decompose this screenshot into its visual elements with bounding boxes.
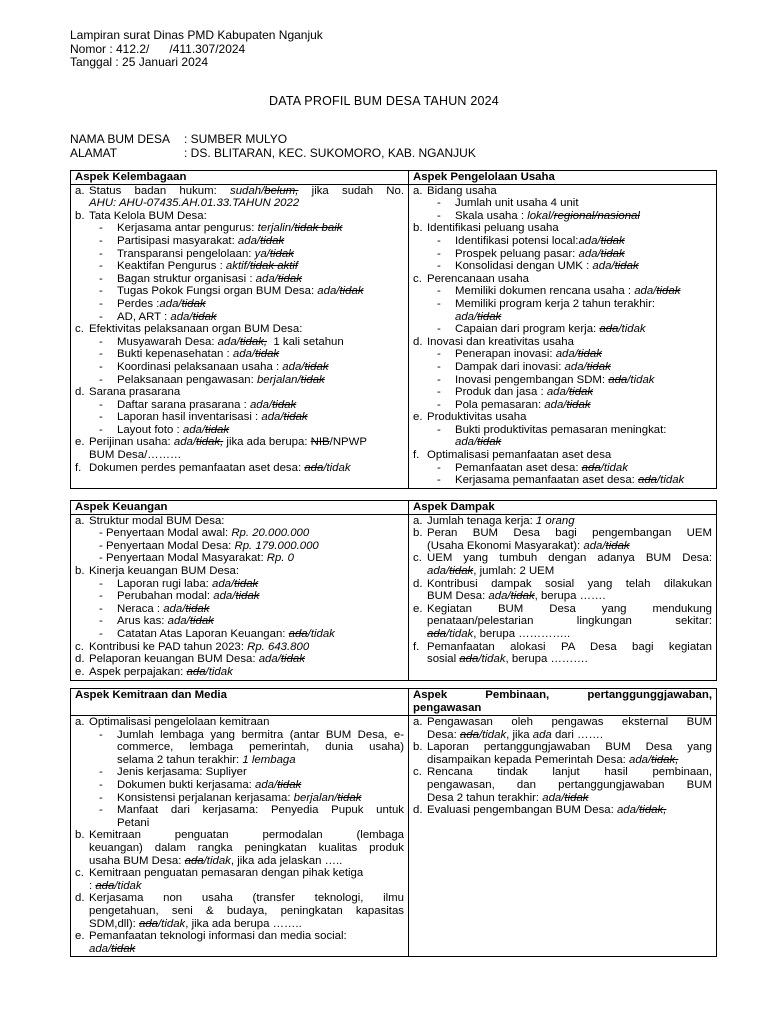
list-item: c. UEM yang tumbuh dengan adanya BUM Desa: [413, 552, 712, 565]
list-item: commerce, lembaga pemerintah, dunia usaha) [117, 741, 404, 754]
header-line-date: Tanggal : 25 Januari 2024 [70, 55, 209, 69]
list-item: - Transparansi pengelolaan: ya/tidak [99, 247, 294, 260]
cell-kemitraan [71, 716, 409, 957]
heading-usaha: Aspek Pengelolaan Usaha [409, 171, 717, 185]
identity-block [70, 133, 476, 160]
list-item: b. Identifikasi peluang usaha [413, 222, 559, 235]
list-item: c. Kemitraan penguatan pemasaran dengan pihak ketiga [75, 867, 364, 880]
list-item: d. Inovasi dan kreativitas usaha [413, 335, 574, 348]
list-item: - Pemanfaatan aset desa: ada/tidak [437, 461, 628, 474]
list-item: - Layout foto : ada/tidak [99, 423, 230, 436]
list-item: : ada/tidak [89, 879, 142, 892]
list-item: d. Pelaporan keuangan BUM Desa: ada/tidak [75, 653, 305, 666]
list-item: - Penyertaan Modal Masyarakat: Rp. 0 [99, 552, 295, 565]
list-item: c. Perencanaan usaha [413, 272, 529, 285]
list-item: - Perdes :ada/tidak [99, 297, 206, 310]
list-item: - Memiliki program kerja 2 tahun terakhir: [437, 297, 656, 310]
list-item: penataan/pelestarian lingkungan sekitar: [427, 615, 712, 628]
list-item: b. Kinerja keuangan BUM Desa: [75, 564, 240, 577]
list-item: - Konsistensi perjalanan kerjasama: berjalan/tidak [99, 791, 362, 804]
list-item: - Jumlah lembaga yang bermitra (antar BUM Desa, e- [99, 728, 404, 741]
list-item: AHU: AHU-07435.AH.01.33.TAHUN 2022 [89, 197, 300, 210]
list-item: f. Pemanfaatan alokasi PA Desa bagi kegiatan [413, 640, 712, 653]
list-item: - Produk dan jasa : ada/tidak [437, 386, 594, 399]
list-item: d. Kontribusi dampak sosial yang telah dilakukan [413, 577, 712, 590]
cell-pembinaan [409, 716, 717, 957]
list-item: pengawasan, dan pertanggungjawaban BUM [427, 778, 712, 791]
heading-kemitraan: Aspek Kemitraan dan Media [71, 689, 409, 716]
list-item: - Kerjasama pemanfaatan aset desa: ada/tidak [437, 474, 685, 487]
list-item: c. Rencana tindak lanjut hasil pembinaan, [413, 766, 712, 779]
nama-label: NAMA BUM DESA [70, 132, 171, 146]
list-item: - Neraca : ada/tidak [99, 602, 210, 615]
list-item: - Identifikasi potensi local:ada/tidak [437, 234, 625, 247]
list-item: - Skala usaha : lokal/regional/nasional [437, 209, 640, 222]
list-item: a. Jumlah tenaga kerja: 1 orang [413, 514, 575, 527]
list-item: - Penyertaan Modal awal: Rp. 20.000.000 [99, 527, 310, 540]
table-kemitraan-pembinaan [70, 688, 717, 957]
list-item: - Catatan Atas Laporan Keuangan: ada/tidak [99, 627, 335, 640]
nama-value: : SUMBER MULYO [184, 132, 288, 146]
list-item: e. Pemanfaatan teknologi informasi dan media social: [75, 930, 347, 943]
list-item: - Bukti produktivitas pemasaran meningkat: [437, 423, 667, 436]
list-item: c. Kontribusi ke PAD tahun 2023: Rp. 643.800 [75, 640, 310, 653]
list-item: - Arus kas: ada/tidak [99, 615, 214, 628]
list-item: - Inovasi pengembangan SDM: ada/tidak [437, 373, 655, 386]
list-item: - Bukti kepenasehatan : ada/tidak [99, 348, 280, 361]
heading-kelembagaan: Aspek Kelembagaan [71, 171, 409, 185]
list-item: - Laporan hasil inventarisasi : ada/tidak [99, 411, 308, 424]
list-item: selama 2 tahun terakhir: 1 lembaga [117, 753, 296, 766]
list-item: - Jumlah unit usaha 4 unit [437, 197, 579, 210]
list-item: - Penyertaan Modal Desa: Rp. 179.000.000 [99, 539, 319, 552]
document-title: DATA PROFIL BUM DESA TAHUN 2024 [269, 94, 499, 108]
alamat-label: ALAMAT [70, 145, 118, 160]
list-item: d. Evaluasi pengembangan BUM Desa: ada/tidak, [413, 804, 667, 817]
list-item: sosial ada/tidak, berupa ………. [427, 653, 588, 666]
heading-keuangan: Aspek Keuangan [71, 501, 409, 515]
heading-dampak: Aspek Dampak [409, 501, 717, 515]
list-item: b. Laporan pertanggungjawaban BUM Desa yang [413, 741, 712, 754]
list-item: b. Tata Kelola BUM Desa: [75, 209, 207, 222]
list-item: - Bagan struktur organisasi : ada/tidak [99, 272, 302, 285]
list-item: BUM Desa/……… [89, 449, 182, 462]
list-item: f. Dokumen perdes pemanfaatan aset desa: ada/tidak [75, 461, 351, 474]
cell-keuangan [71, 514, 409, 680]
list-item: SDM,dll): ada/tidak, jika ada berupa …….. [89, 917, 302, 930]
list-item: ada/tidak [455, 310, 502, 323]
list-item: - Musyawarah Desa: ada/tidak, 1 kali setahun [99, 335, 344, 348]
list-item: Petani [117, 816, 150, 829]
list-item: - Capaian dari program kerja: ada/tidak [437, 323, 646, 336]
list-item: Desa 2 tahun terakhir: ada/tidak [427, 791, 589, 804]
list-item: - Partisipasi masyarakat: ada/tidak [99, 234, 285, 247]
list-item: - Pola pemasaran: ada/tidak [437, 398, 591, 411]
list-item: - Memiliki dokumen rencana usaha : ada/tidak [437, 285, 681, 298]
list-item: pengetahuan, seni & budaya, peningkatan kapasitas [89, 904, 404, 917]
list-item: a. Bidang usaha [413, 184, 497, 197]
list-item: f. Optimalisasi pemanfaatan aset desa [413, 449, 612, 462]
list-item: d. Sarana prasarana [75, 386, 181, 399]
list-item: b. Kemitraan penguatan permodalan (lembaga [75, 829, 404, 842]
list-item: - Konsolidasi dengan UMK : ada/tidak [437, 260, 639, 273]
list-item: - Laporan rugi laba: ada/tidak [99, 577, 259, 590]
list-item: BUM Desa: ada/tidak, berupa ……. [427, 590, 606, 603]
cell-usaha [409, 184, 717, 488]
cell-dampak [409, 514, 717, 680]
list-item: e. Aspek perpajakan: ada/tidak [75, 665, 233, 678]
list-item: - Kerjasama antar pengurus: terjalin/tidak baik [99, 222, 343, 235]
table-kelembagaan-usaha [70, 170, 717, 489]
list-item: - Perubahan modal: ada/tidak [99, 590, 260, 603]
list-item: a. Pengawasan oleh pengawas eksternal BUM [413, 716, 712, 728]
list-item: usaha BUM Desa: ada/tidak, jika ada jelaskan ….. [89, 854, 343, 867]
table-keuangan-dampak [70, 500, 717, 681]
cell-kelembagaan [71, 184, 409, 488]
list-item: b. Peran BUM Desa bagi pengembangan UEM [413, 527, 712, 540]
list-item: - Koordinasi pelaksanaan usaha : ada/tidak [99, 360, 329, 373]
list-item: e. Kegiatan BUM Desa yang mendukung [413, 602, 712, 615]
list-item: - Dampak dari inovasi: ada/tidak [437, 360, 611, 373]
list-item: a. Struktur modal BUM Desa: [75, 514, 225, 527]
list-item: - Prospek peluang pasar: ada/tidak [437, 247, 625, 260]
list-item: - Pelaksanaan pengawasan: berjalan/tidak [99, 373, 325, 386]
list-item: c. Efektivitas pelaksanaan organ BUM Desa: [75, 323, 303, 336]
list-item: keuangan) dalam rangka peningkatan kualitas produk [89, 841, 404, 854]
list-item: (Usaha Ekonomi Masyarakat): ada/tidak [427, 539, 630, 552]
list-item: d. Kerjasama non usaha (transfer teknologi, ilmu [75, 892, 404, 905]
list-item: a. Optimalisasi pengelolaan kemitraan [75, 716, 270, 728]
list-item: disampaikan kepada Pemerintah Desa: ada/tidak, [427, 753, 679, 766]
list-item: - Tugas Pokok Fungsi organ BUM Desa: ada/tidak [99, 285, 364, 298]
list-item: - Dokumen bukti kerjasama: ada/tidak [99, 778, 302, 791]
list-item: - AD, ART : ada/tidak [99, 310, 217, 323]
list-item: - Keaktifan Pengurus : aktif/tidak aktif [99, 260, 299, 273]
header-line-attachment: Lampiran surat Dinas PMD Kabupaten Nganjuk [70, 28, 323, 42]
heading-pembinaan: Aspek Pembinaan, pertanggunggjawaban, pengawasan [409, 689, 717, 716]
letter-header [70, 29, 323, 70]
list-item: ada/tidak [89, 942, 136, 955]
list-item: ada/tidak, berupa ………….. [427, 627, 571, 640]
list-item: Desa: ada/tidak, jika ada dari ……. [427, 728, 604, 741]
list-item: - Daftar sarana prasarana : ada/tidak [99, 398, 297, 411]
list-item: e. Perijinan usaha: ada/tidak, jika ada berupa: NIB/NPWP [75, 436, 367, 449]
list-item: - Manfaat dari kerjasama: Penyedia Pupuk untuk [99, 804, 404, 817]
list-item: a. Status badan hukum: sudah/belum, jika sudah No. [75, 184, 404, 197]
alamat-value: : DS. BLITARAN, KEC. SUKOMORO, KAB. NGANJUK [184, 145, 476, 160]
list-item: ada/tidak, jumlah: 2 UEM [427, 564, 555, 577]
list-item: - Penerapan inovasi: ada/tidak [437, 348, 602, 361]
list-item: e. Produktivitas usaha [413, 411, 527, 424]
header-line-number: Nomor : 412.2/ /411.307/2024 [70, 41, 246, 56]
list-item: ada/tidak [455, 436, 502, 449]
list-item: - Jenis kerjasama: Supliyer [99, 766, 247, 779]
